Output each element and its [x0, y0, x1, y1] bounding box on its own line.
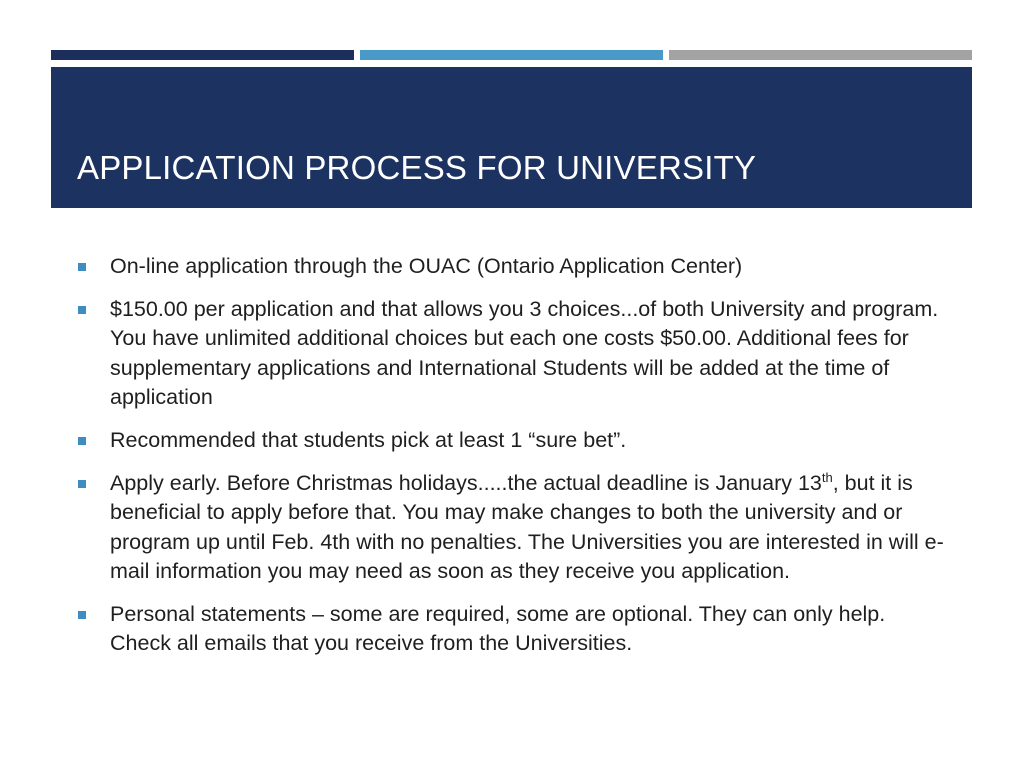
square-bullet-icon — [78, 480, 86, 488]
accent-stripe-gray — [669, 50, 972, 60]
square-bullet-icon — [78, 437, 86, 445]
bullet-item-fees — [78, 295, 948, 412]
bullet-item-ouac — [78, 252, 948, 281]
square-bullet-icon — [78, 263, 86, 271]
bullet-text-start: Apply early. Before Christmas holidays.....the actual deadline is January 13 — [110, 471, 822, 496]
slide-title: APPLICATION PROCESS FOR UNIVERSITY — [77, 149, 757, 186]
bullet-item-personal-statements — [78, 600, 948, 658]
accent-stripe-blue — [360, 50, 663, 60]
square-bullet-icon — [78, 306, 86, 314]
bullet-text-end: , but it is beneficial to apply before that. You may make changes to both the university and or program up until Feb. 4th with no penalties. The Universities you are interested in will e-mail information you may need as soon as they receive you application. — [110, 471, 944, 583]
ordinal-superscript: th — [821, 470, 833, 486]
bullet-item-sure-bet — [78, 426, 948, 455]
accent-stripe-dark — [51, 50, 354, 60]
bullet-text: Personal statements – some are required, some are optional. They can only help. Check all emails that you receive from the Universities. — [110, 602, 886, 656]
title-band — [51, 67, 972, 208]
bullet-item-apply-early — [78, 469, 948, 586]
bullet-text: On-line application through the OUAC (Ontario Application Center) — [110, 254, 743, 278]
square-bullet-icon — [78, 611, 86, 619]
bullet-text: $150.00 per application and that allows you 3 choices...of both University and program. You have unlimited additional choices but each one costs $50.00. Additional fees for supplementary applications and International Students will be added at the time of application — [110, 297, 939, 409]
bullet-text: Recommended that students pick at least 1 “sure bet”. — [110, 428, 627, 453]
bullet-list — [78, 252, 948, 672]
